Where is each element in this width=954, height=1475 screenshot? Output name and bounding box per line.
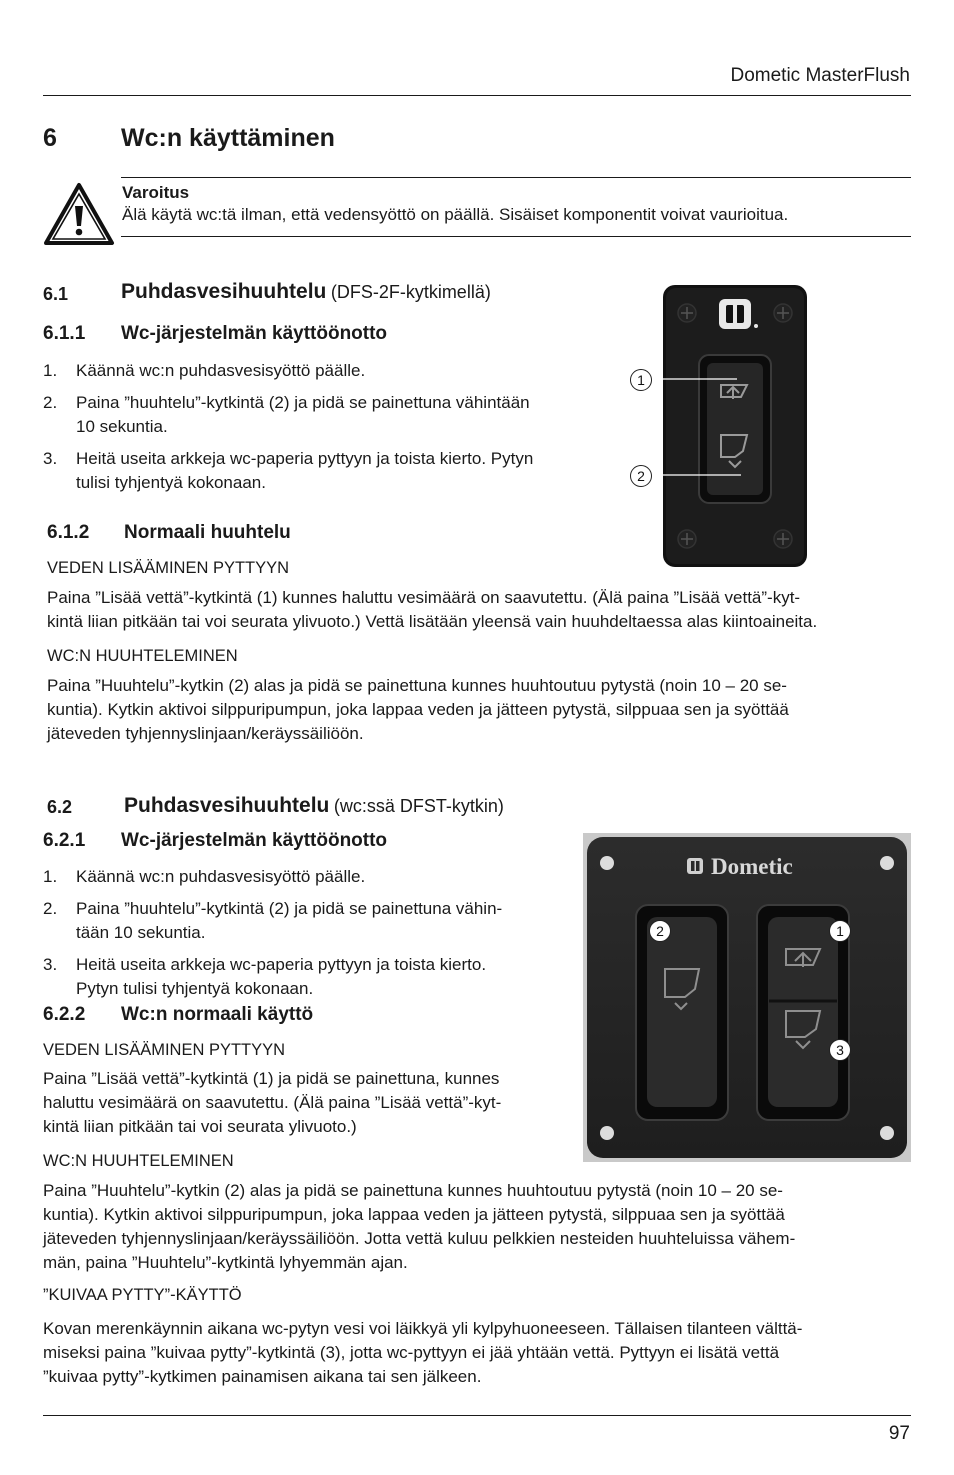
callout-2: 2	[630, 465, 652, 487]
add-water-heading: VEDEN LISÄÄMINEN PYTTYYN	[43, 1041, 286, 1059]
paragraph-line: miseksi paina ”kuivaa pytty”-kytkintä (3), jotta wc-pyttyyn ei jää yhtään vettä. Pyttyyn ei lisätä vettä	[43, 1343, 780, 1362]
list-item	[43, 447, 613, 495]
warning-label: Varoitus	[122, 183, 190, 202]
section-6-1-1-number: 6.1.1	[43, 323, 86, 344]
paragraph-line: Paina ”Huuhtelu”-kytkin (2) alas ja pidä se painettuna kunnes huuhtoutuu pytystä (noin 10 – 20 se-	[47, 676, 787, 695]
header-rule	[43, 95, 911, 96]
step-text-line: Paina ”huuhtelu”-kytkintä (2) ja pidä se painettuna vähintään	[76, 393, 530, 412]
step-text-line: Heitä useita arkkeja wc-paperia pyttyyn ja toista kierto. Pytyn	[76, 449, 534, 468]
step-text-line: tään 10 sekuntia.	[76, 923, 206, 942]
section-6-1-subtitle: (DFS-2F-kytkimellä)	[330, 282, 491, 302]
section-6-1-2-title: Normaali huuhtelu	[124, 522, 291, 543]
paragraph-line: Paina ”Huuhtelu”-kytkin (2) alas ja pidä se painettuna kunnes huuhtoutuu pytystä (noin 10 – 20 se-	[43, 1181, 783, 1200]
section-6-2-2-number: 6.2.2	[43, 1004, 86, 1025]
step-text-line: Heitä useita arkkeja wc-paperia pyttyyn ja toista kierto.	[76, 955, 487, 974]
section-6-2-1-title: Wc-järjestelmän käyttöönotto	[121, 830, 388, 851]
page-number: 97	[888, 1423, 910, 1444]
dry-bowl-heading: ”KUIVAA PYTTY”-KÄYTTÖ	[43, 1286, 242, 1304]
steps-6-2-1	[43, 865, 573, 1009]
paragraph-line: jäteveden tyhjennyslinjaan/keräyssäiliöön. Jotta vettä kuluu pelkkien nesteiden huuhteluissa vähem-	[43, 1229, 796, 1248]
step-text-line: Pytyn tulisi tyhjentyä kokonaan.	[76, 979, 314, 998]
footer-rule	[43, 1415, 911, 1416]
paragraph-line: män, paina ”Huuhtelu”-kytkintä lyhyemmän ajan.	[43, 1253, 408, 1272]
step-number: 2.	[43, 393, 58, 412]
warning-triangle-icon	[43, 182, 115, 246]
flush-heading: WC:N HUUHTELEMINEN	[43, 1152, 234, 1170]
flush-paragraph	[47, 674, 917, 746]
section-6-2-heading	[124, 794, 504, 818]
section-6-1-heading	[121, 280, 491, 304]
step-text-line: Paina ”huuhtelu”-kytkintä (2) ja pidä se painettuna vähin-	[76, 899, 503, 918]
callout-2: 2	[649, 920, 671, 942]
list-item	[43, 953, 573, 1001]
warning-text: Älä käytä wc:tä ilman, että vedensyöttö on päällä. Sisäiset komponentit voivat vaurioitua.	[122, 205, 789, 224]
chapter-number: 6	[43, 124, 57, 152]
callout-3: 3	[829, 1039, 851, 1061]
add-water-paragraph	[43, 1067, 573, 1139]
section-6-2-2-title: Wc:n normaali käyttö	[121, 1004, 314, 1025]
section-6-2-number: 6.2	[47, 797, 73, 817]
list-item	[43, 359, 613, 383]
paragraph-line: ”kuivaa pytty”-kytkimen painamisen aikana tai sen jälkeen.	[43, 1367, 482, 1386]
add-water-heading: VEDEN LISÄÄMINEN PYTTYYN	[47, 559, 290, 577]
paragraph-line: kintä liian pitkään tai voi seurata ylivuoto.)	[43, 1117, 357, 1136]
callout-1: 1	[829, 920, 851, 942]
step-number: 3.	[43, 449, 58, 468]
add-water-paragraph	[47, 586, 917, 634]
running-header: Dometic MasterFlush	[730, 65, 910, 86]
list-item	[43, 391, 613, 439]
steps-6-1-1	[43, 359, 613, 503]
step-text: Käännä wc:n puhdasvesisyöttö päälle.	[76, 867, 366, 886]
step-number: 1.	[43, 361, 58, 380]
step-text-line: tulisi tyhjentyä kokonaan.	[76, 473, 266, 492]
section-6-1-number: 6.1	[43, 284, 69, 304]
paragraph-line: haluttu vesimäärä on saavutettu. (Älä paina ”Lisää vettä”-kyt-	[43, 1093, 502, 1112]
list-item	[43, 897, 573, 945]
section-6-1-2-number: 6.1.2	[47, 522, 90, 543]
step-number: 1.	[43, 867, 58, 886]
flush-paragraph	[43, 1179, 913, 1275]
dometic-brand-logo: Dometic	[711, 854, 793, 879]
section-6-2-subtitle: (wc:ssä DFST-kytkin)	[333, 796, 504, 816]
list-item	[43, 865, 573, 889]
paragraph-line: kuntia). Kytkin aktivoi silppuripumpun, joka lappaa veden ja jätteen pytystä, silppuaa sen ja syöttää	[47, 700, 789, 719]
section-6-2-title: Puhdasvesihuuhtelu	[124, 794, 330, 817]
section-6-1-1-title: Wc-järjestelmän käyttöönotto	[121, 323, 388, 344]
dry-bowl-paragraph	[43, 1317, 913, 1389]
paragraph-line: kintä liian pitkään tai voi seurata ylivuoto.) Vettä lisätään yleensä vain huuhdeltaessa alas kiintoaineita.	[47, 612, 818, 631]
dfst-switch-photo	[583, 833, 911, 1162]
chapter-title: Wc:n käyttäminen	[121, 124, 335, 152]
flush-heading: WC:N HUUHTELEMINEN	[47, 647, 238, 665]
section-6-1-title: Puhdasvesihuuhtelu	[121, 280, 327, 303]
paragraph-line: Kovan merenkäynnin aikana wc-pytyn vesi voi läikkyä yli kylpyhuoneeseen. Tällaisen tilanteen välttä-	[43, 1319, 803, 1338]
step-number: 3.	[43, 955, 58, 974]
section-6-2-1-number: 6.2.1	[43, 830, 86, 851]
step-text-line: 10 sekuntia.	[76, 417, 168, 436]
paragraph-line: Paina ”Lisää vettä”-kytkintä (1) ja pidä se painettuna, kunnes	[43, 1069, 500, 1088]
paragraph-line: jäteveden tyhjennyslinjaan/keräyssäiliöön.	[47, 724, 364, 743]
step-text: Käännä wc:n puhdasvesisyöttö päälle.	[76, 361, 366, 380]
dfs-2f-switch-photo	[663, 285, 807, 567]
callout-1: 1	[630, 369, 652, 391]
step-number: 2.	[43, 899, 58, 918]
paragraph-line: kuntia). Kytkin aktivoi silppuripumpun, joka lappaa veden ja jätteen pytystä, silppuaa sen ja syöttää	[43, 1205, 785, 1224]
paragraph-line: Paina ”Lisää vettä”-kytkintä (1) kunnes haluttu vesimäärä on saavutettu. (Älä paina ”Lisää vettä”-kyt-	[47, 588, 801, 607]
